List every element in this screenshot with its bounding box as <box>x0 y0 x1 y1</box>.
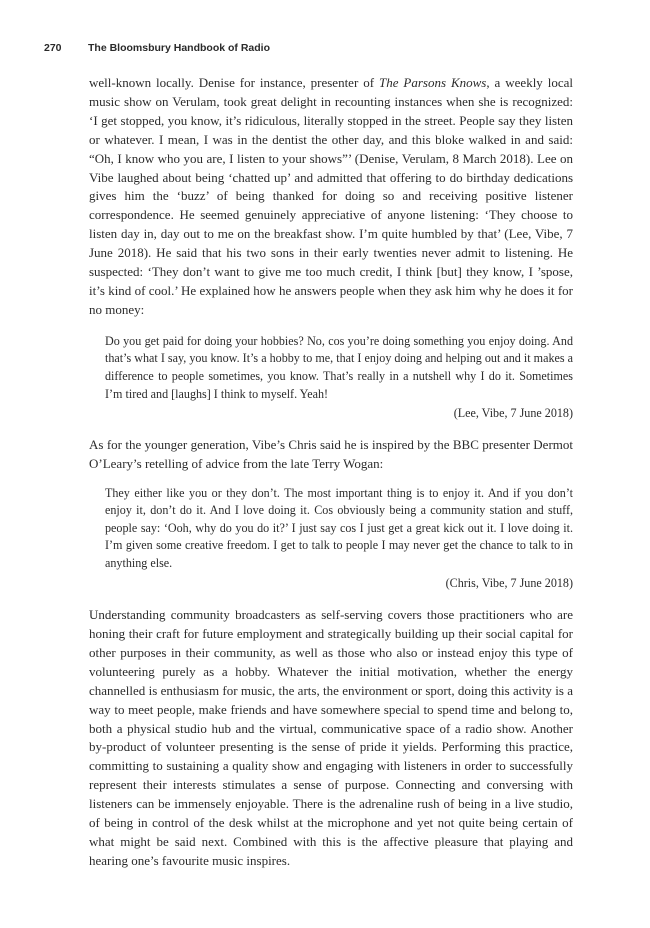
block-quote-1-citation: (Lee, Vibe, 7 June 2018) <box>453 406 573 421</box>
block-quote-1 <box>89 333 573 423</box>
main-text <box>89 74 573 871</box>
paragraph-3: Understanding community broadcasters as self-serving covers those practitioners who are honing their craft for future employment and strategically building up their social capital for other purposes in their community, as well as those who also or instead enjoy this type of volunteering purely as a hobby. Whatever the initial motivation, whether the energy channelled is enthusiasm for music, the arts, the environment or sport, doing this activity is a way to meet people, make friends and have somewhere special to spend time and belong to, both a physical studio hub and the virtual, communicative space of a radio show. Another by-product of volunteer presenting is the sense of pride it yields. Performing this practice, committing to sustaining a quality show and engaging with listeners in order to successfully represent their interests stimulates a sense of purpose. Connecting and conversing with listeners can be immensely enjoyable. There is the adrenaline rush of being in a live studio, of being in control of the desk whilst at the microphone and yet not quite being certain of what might be said next. Combined with this is the affective pleasure that playing and hearing one’s favourite music inspires. <box>89 607 573 868</box>
block-quote-2 <box>89 485 573 593</box>
block-quote-2-text: They either like you or they don’t. The most important thing is to enjoy it. And if you don’t enjoy it, don’t do it. And I love doing it. Cos obviously being a community station and stuff, people say: ‘Ooh, why do you do it?’ I just say cos I just get a great kick out it. I love doing it. I’m given some creative freedom. I get to talk to people I may never get the chance to talk to in anything else. <box>105 485 573 570</box>
paragraph-1-lead: well-known locally. Denise for instance, presenter of <box>89 75 379 90</box>
running-head <box>44 42 270 54</box>
page-number: 270 <box>44 42 62 54</box>
block-quote-1-text: Do you get paid for doing your hobbies? No, cos you’re doing something you enjoy doing. And that’s what I say, you know. It’s a hobby to me, that I enjoy doing and helping out and it makes a difference to people sometimes, you know. That’s really in a nutshell why I do it. Sometimes I’m tired and [laughs] I think to myself. Yeah! <box>105 333 573 401</box>
paragraph-2: As for the younger generation, Vibe’s Chris said he is inspired by the BBC presenter Dermot O’Leary’s retelling of advice from the late Terry Wogan: <box>89 436 573 471</box>
show-title: The Parsons Knows <box>378 75 487 90</box>
book-title: The Bloomsbury Handbook of Radio <box>88 42 271 54</box>
block-quote-2-citation: (Chris, Vibe, 7 June 2018) <box>445 575 573 590</box>
paragraph-1-rest: , a weekly local music show on Verulam, took great delight in recounting instances when she is recognized: ‘I get stopped, you know, it’s ridiculous, literally stopped in the street. People say they listen or whatever. I mean, I was in the dentist the other day, and this bloke walked in and said: “Oh, I know who you are, I listen to your shows”’ (Denise, Verulam, 8 March 2018). Lee on Vibe laughed about being ‘chatted up’ and admitted that offering to do birthday dedications gives him the ‘buzz’ of being thanked for doing so and receiving positive listener correspondence. He seemed genuinely appreciative of anyone listening: ‘They choose to listen day in, day out to me on the breakfast show. I’m quite humbled by that’ (Lee, Vibe, 7 June 2018). He said that his two sons in their early twenties never admit to listening. He suspected: ‘They don’t want to give me too much credit, I think [but] they know, I ’spose, it’s kind of cool.’ He explained how he answers people when they ask him why he does it for no money: <box>89 75 573 317</box>
paragraph-1 <box>89 74 573 320</box>
